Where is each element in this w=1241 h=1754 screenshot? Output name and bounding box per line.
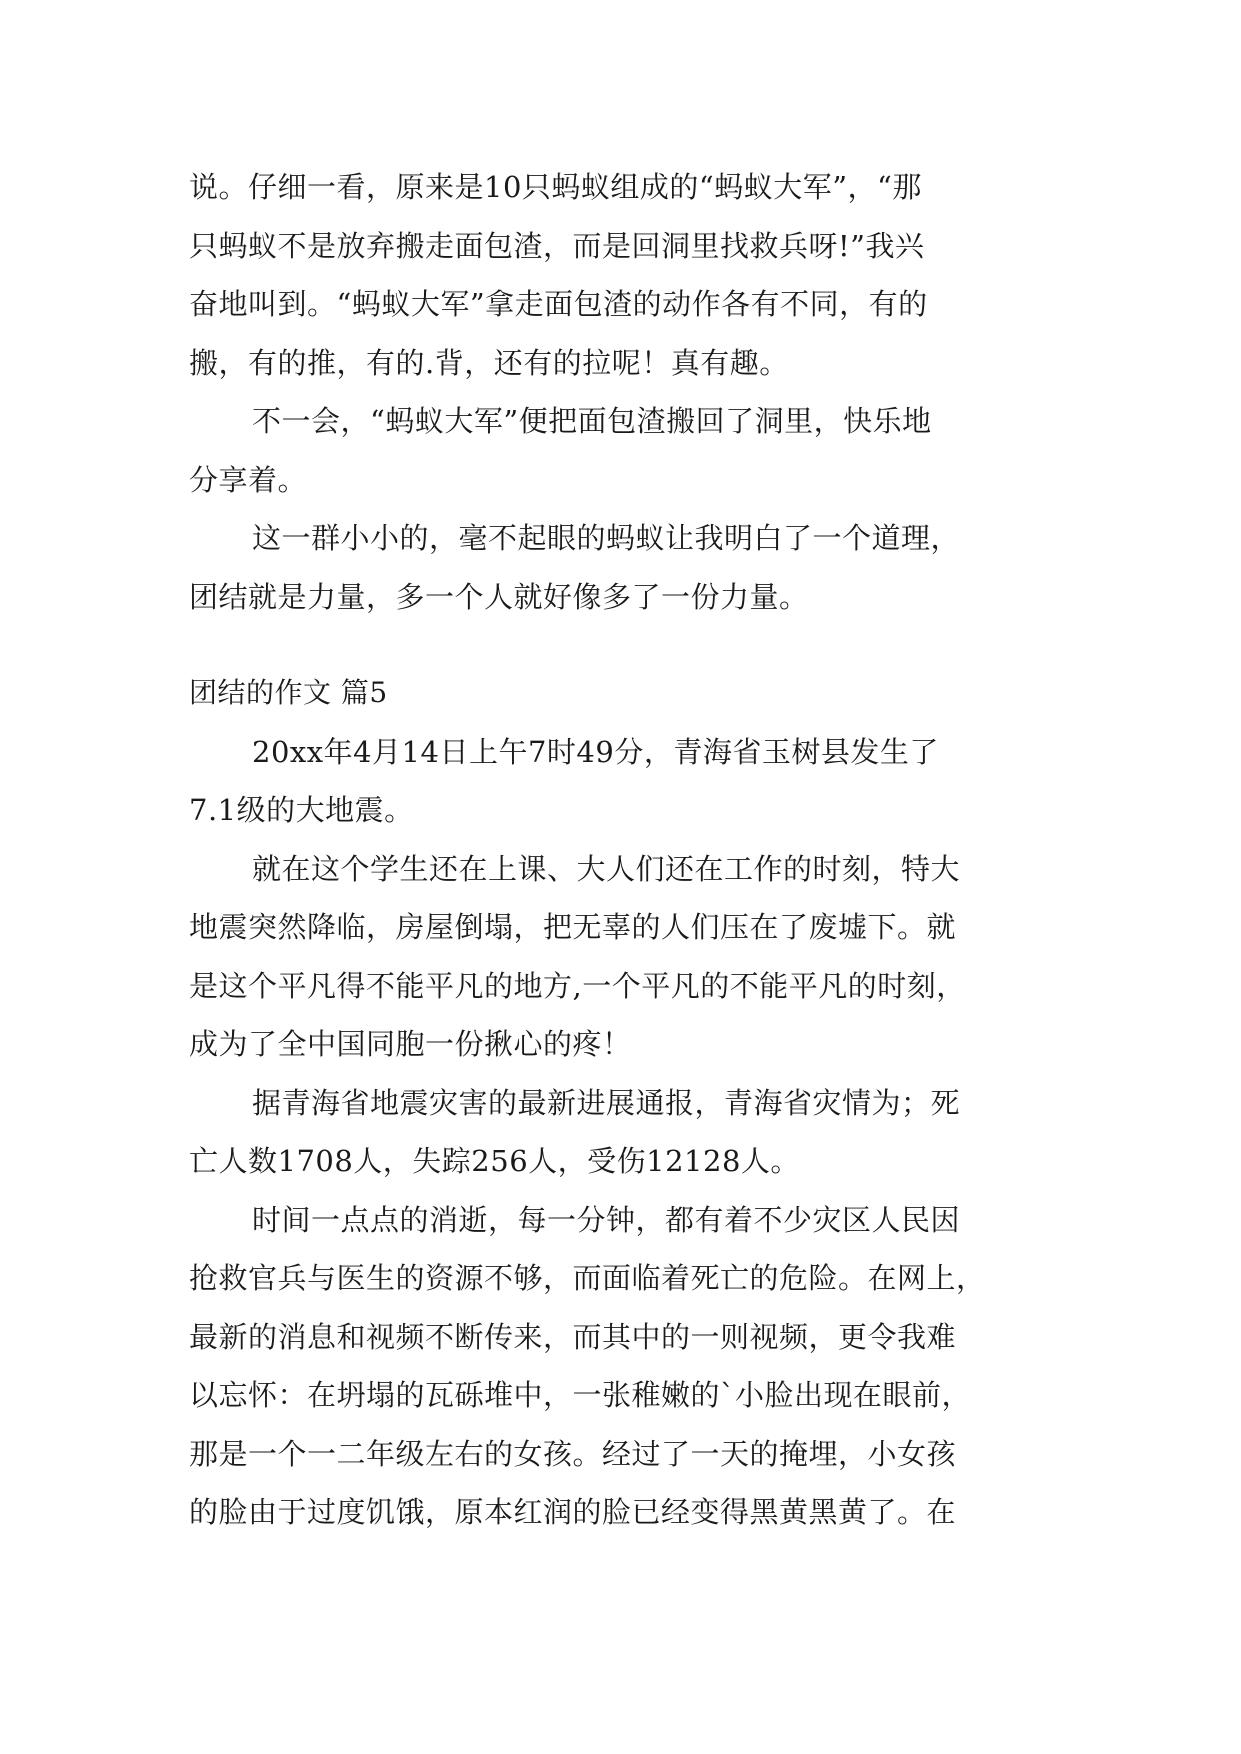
section-heading: 团结的作文 篇5 — [189, 676, 388, 709]
text-line: 的脸由于过度饥饿，原本红润的脸已经变得黑黄黑黄了。在 — [189, 1495, 957, 1529]
paragraph-first-line: 时间一点点的消逝，每一分钟，都有着不少灾区人民因 — [252, 1202, 961, 1237]
paragraph-first-line: 就在这个学生还在上课、大人们还在工作的时刻，特大 — [252, 851, 961, 886]
text-line: 搬，有的推，有的.背，还有的拉呢！真有趣。 — [189, 345, 789, 380]
text-line: 团结就是力量，多一个人就好像多了一份力量。 — [189, 579, 809, 614]
text-line: 亡人数1708人，失踪256人，受伤12128人。 — [189, 1144, 800, 1178]
paragraph-first-line: 这一群小小的，毫不起眼的蚂蚁让我明白了一个道理， — [252, 521, 961, 555]
text-line: 那是一个一二年级左右的女孩。经过了一天的掩埋，小女孩 — [189, 1436, 957, 1471]
text-line: 奋地叫到。“蚂蚁大军”拿走面包渣的动作各有不同，有的 — [189, 287, 928, 321]
text-line: 是这个平凡得不能平凡的地方,一个平凡的不能平凡的时刻， — [189, 968, 966, 1003]
paragraph-first-line: 据青海省地震灾害的最新进展通报，青海省灾情为；死 — [252, 1085, 961, 1120]
text-line: 最新的消息和视频不断传来，而其中的一则视频，更令我难 — [189, 1319, 957, 1354]
text-line: 成为了全中国同胞一份揪心的疼！ — [189, 1027, 632, 1061]
document-body — [189, 158, 1049, 1542]
section-gap — [189, 626, 1049, 664]
text-line: 说。仔细一看，原来是10只蚂蚁组成的“蚂蚁大军”，“那 — [189, 170, 922, 204]
paragraph-first-line: 不一会，“蚂蚁大军”便把面包渣搬回了洞里，快乐地 — [252, 404, 932, 438]
paragraph-first-line: 20xx年4月14日上午7时49分，青海省玉树县发生了 — [252, 734, 939, 769]
text-line: 只蚂蚁不是放弃搬走面包渣，而是回洞里找救兵呀!”我兴 — [189, 228, 925, 263]
text-line: 抢救官兵与医生的资源不够，而面临着死亡的危险。在网上， — [189, 1261, 986, 1295]
text-line: 分享着。 — [189, 462, 308, 497]
text-line: 地震突然降临，房屋倒塌，把无辜的人们压在了废墟下。就 — [189, 910, 957, 944]
text-line: 7.1级的大地震。 — [189, 793, 414, 827]
text-line: 以忘怀：在坍塌的瓦砾堆中，一张稚嫩的`小脸出现在眼前， — [189, 1378, 972, 1412]
